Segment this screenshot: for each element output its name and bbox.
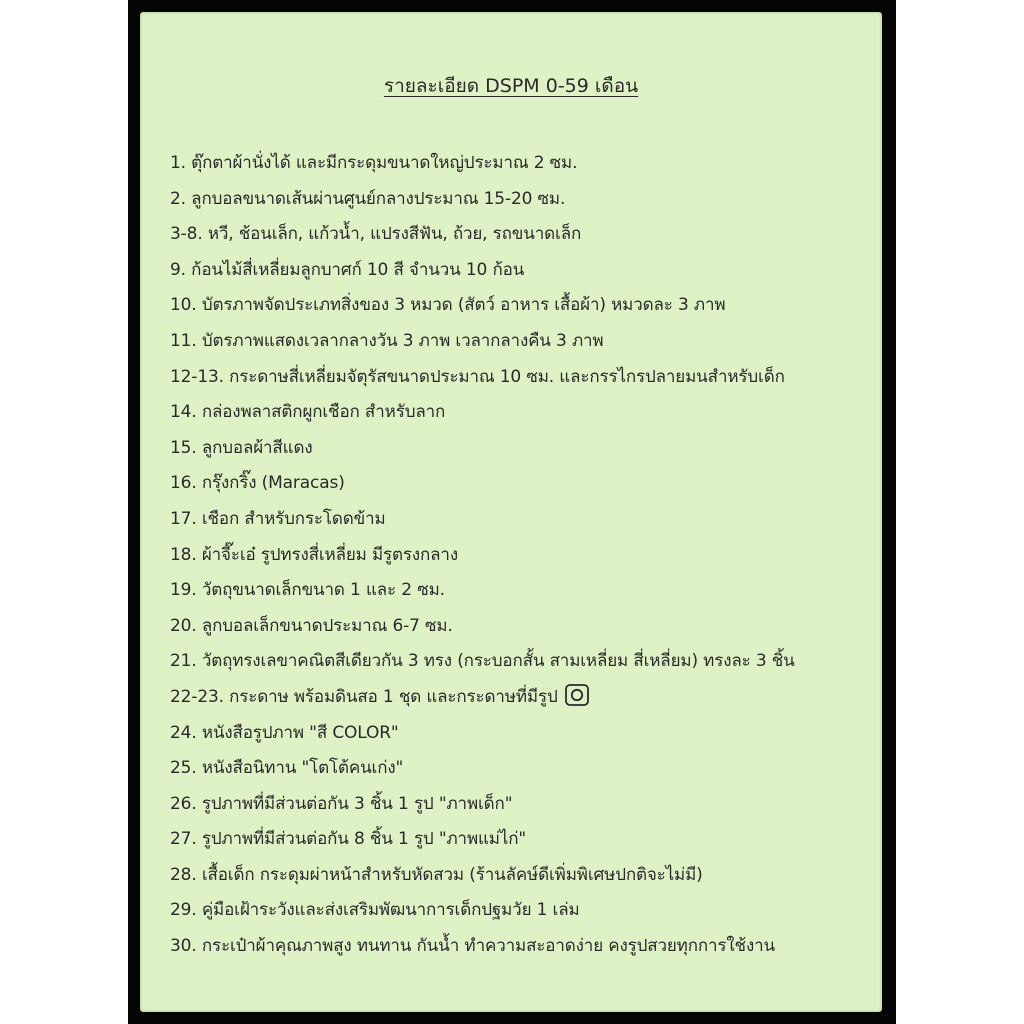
list-item bbox=[170, 858, 875, 894]
item-text: 25. หนังสือนิทาน "โตโต้คนเก่ง" bbox=[170, 758, 404, 779]
item-text: 12-13. กระดาษสี่เหลี่ยมจัตุรัสขนาดประมาณ 10 ซม. และกรรไกรปลายมนสำหรับเด็ก bbox=[170, 366, 785, 387]
list-item bbox=[170, 431, 875, 467]
item-text: 1. ตุ๊กตาผ้านั่งได้ และมีกระดุมขนาดใหญ่ประมาณ 2 ซม. bbox=[170, 153, 578, 173]
list-item bbox=[170, 573, 875, 609]
item-text: 29. คู่มือเฝ้าระวังและส่งเสริมพัฒนาการเด็กปฐมวัย 1 เล่ม bbox=[170, 900, 580, 921]
list-item bbox=[170, 288, 875, 324]
list-item bbox=[170, 893, 875, 929]
list-item bbox=[170, 182, 875, 218]
item-text: 2. ลูกบอลขนาดเส้นผ่านศูนย์กลางประมาณ 15-20 ซม. bbox=[170, 188, 566, 209]
list-item bbox=[170, 360, 875, 396]
item-text: 11. บัตรภาพแสดงเวลากลางวัน 3 ภาพ เวลากลางคืน 3 ภาพ bbox=[170, 330, 604, 351]
item-list bbox=[170, 146, 875, 965]
list-item bbox=[170, 217, 875, 253]
list-item bbox=[170, 395, 875, 431]
item-text: 28. เสื้อเด็ก กระดุมผ่าหน้าสำหรับหัดสวม (ร้านลัคษ์ดีเพิ่มพิเศษปกติจะไม่มี) bbox=[170, 864, 703, 885]
item-text: 10. บัตรภาพจัดประเภทสิ่งของ 3 หมวด (สัตว์ อาหาร เสื้อผ้า) หมวดละ 3 ภาพ bbox=[170, 295, 726, 316]
item-text: 27. รูปภาพที่มีส่วนต่อกัน 8 ชิ้น 1 รูป "ภาพแม่ไก่" bbox=[170, 829, 527, 850]
list-item bbox=[170, 609, 875, 645]
item-text: 26. รูปภาพที่มีส่วนต่อกัน 3 ชิ้น 1 รูป "ภาพเด็ก" bbox=[170, 793, 513, 814]
document-card bbox=[140, 12, 882, 1012]
list-item bbox=[170, 466, 875, 502]
item-text: 24. หนังสือรูปภาพ "สี COLOR" bbox=[170, 722, 399, 743]
item-text: 16. กรุ๊งกริ๊ง (Maracas) bbox=[170, 473, 345, 494]
list-item bbox=[170, 253, 875, 289]
list-item bbox=[170, 644, 875, 680]
item-text: 15. ลูกบอลผ้าสีแดง bbox=[170, 437, 313, 458]
circle-in-square-icon bbox=[564, 683, 590, 707]
list-item bbox=[170, 502, 875, 538]
list-item bbox=[170, 787, 875, 823]
document-title-text: รายละเอียด DSPM 0-59 เดือน bbox=[383, 75, 639, 97]
item-text: 30. กระเป๋าผ้าคุณภาพสูง ทนทาน กันน้ำ ทำความสะอาดง่าย คงรูปสวยทุกการใช้งาน bbox=[170, 936, 775, 957]
item-text: 21. วัตถุทรงเลขาคณิตสีเดียวกัน 3 ทรง (กระบอกสั้น สามเหลี่ยม สี่เหลี่ยม) ทรงละ 3 ชิ้น bbox=[170, 651, 795, 672]
list-item bbox=[170, 538, 875, 574]
item-text: 20. ลูกบอลเล็กขนาดประมาณ 6-7 ซม. bbox=[170, 615, 453, 636]
list-item bbox=[170, 751, 875, 787]
list-item bbox=[170, 716, 875, 752]
item-text: 18. ผ้าจี๊ะเอ๋ รูปทรงสี่เหลี่ยม มีรูตรงกลาง bbox=[170, 544, 458, 565]
list-item bbox=[170, 822, 875, 858]
item-text: 17. เชือก สำหรับกระโดดข้าม bbox=[170, 508, 386, 529]
list-item bbox=[170, 929, 875, 965]
item-text: 3-8. หวี, ช้อนเล็ก, แก้วน้ำ, แปรงสีฟัน, ถ้วย, รถขนาดเล็ก bbox=[170, 224, 582, 245]
item-text: 14. กล่องพลาสติกผูกเชือก สำหรับลาก bbox=[170, 402, 446, 423]
list-item bbox=[170, 146, 875, 182]
item-text: 9. ก้อนไม้สี่เหลี่ยมลูกบาศก์ 10 สี จำนวน 10 ก้อน bbox=[170, 259, 525, 280]
item-text: 19. วัตถุขนาดเล็กขนาด 1 และ 2 ซม. bbox=[170, 580, 445, 601]
item-text: 22-23. กระดาษ พร้อมดินสอ 1 ชุด และกระดาษที่มีรูป bbox=[170, 686, 558, 707]
list-item bbox=[170, 680, 875, 716]
list-item bbox=[170, 324, 875, 360]
document-title bbox=[140, 72, 882, 100]
